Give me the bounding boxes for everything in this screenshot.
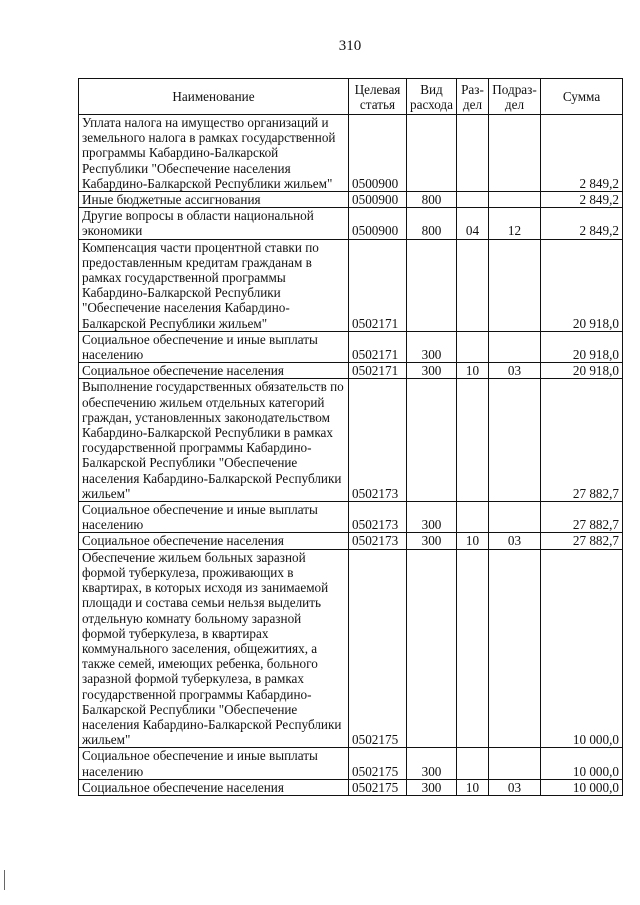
- row-name: Иные бюджетные ассигнования: [79, 192, 349, 208]
- table-row: [79, 239, 623, 331]
- row-sum: 27 882,7: [541, 533, 623, 549]
- table-row: [79, 779, 623, 795]
- row-subsection: [489, 379, 541, 502]
- row-target-article: 0502171: [349, 363, 407, 379]
- table-row: [79, 208, 623, 239]
- row-sum: 10 000,0: [541, 779, 623, 795]
- table-row: [79, 549, 623, 748]
- row-target-article: 0502171: [349, 331, 407, 362]
- row-section: 10: [457, 363, 489, 379]
- header-target-article: Целевая статья: [349, 79, 407, 115]
- row-name: Другие вопросы в области национальной экономики: [79, 208, 349, 239]
- row-name: Социальное обеспечение населения: [79, 779, 349, 795]
- row-target-article: 0500900: [349, 208, 407, 239]
- row-target-article: 0502171: [349, 239, 407, 331]
- row-name: Социальное обеспечение и иные выплаты населению: [79, 331, 349, 362]
- row-sum: 2 849,2: [541, 192, 623, 208]
- header-subsection: Подраз- дел: [489, 79, 541, 115]
- row-section: [457, 748, 489, 779]
- table-header-row: [79, 79, 623, 115]
- row-subsection: 03: [489, 363, 541, 379]
- row-target-article: 0502173: [349, 533, 407, 549]
- row-target-article: 0502173: [349, 379, 407, 502]
- row-expense-type: [407, 115, 457, 192]
- row-target-article: 0502175: [349, 779, 407, 795]
- row-expense-type: 300: [407, 748, 457, 779]
- row-target-article: 0502175: [349, 549, 407, 748]
- scan-edge-mark: [4, 870, 5, 890]
- row-subsection: 03: [489, 779, 541, 795]
- table-row: [79, 192, 623, 208]
- row-expense-type: 300: [407, 502, 457, 533]
- row-section: 10: [457, 779, 489, 795]
- row-target-article: 0500900: [349, 192, 407, 208]
- row-target-article: 0502175: [349, 748, 407, 779]
- row-name: Социальное обеспечение населения: [79, 533, 349, 549]
- row-section: [457, 239, 489, 331]
- table-row: [79, 363, 623, 379]
- header-name: Наименование: [79, 79, 349, 115]
- row-subsection: [489, 331, 541, 362]
- row-subsection: [489, 192, 541, 208]
- row-sum: 20 918,0: [541, 239, 623, 331]
- page-number: 310: [338, 38, 362, 54]
- row-expense-type: [407, 379, 457, 502]
- row-name: Выполнение государственных обязательств по обеспечению жильем отдельных категорий граждан, установленных законодательством Кабардино-Балкарской Республики в рамках государственной программы Кабардино-Балкарской Республики "Обеспечение населения Кабардино-Балкарской Республики жильем": [79, 379, 349, 502]
- row-expense-type: 300: [407, 331, 457, 362]
- row-name: Обеспечение жильем больных заразной формой туберкулеза, проживающих в квартирах, в которых исходя из занимаемой площади и состава семьи нельзя выделить отдельную комнату больному заразной формой туберкулеза, в квартирах коммунального заселения, общежитиях, а также семей, имеющих ребенка, больного заразной формой туберкулеза, в рамках государственной программы Кабардино-Балкарской Республики "Обеспечение населения Кабардино-Балкарской Республики жильем": [79, 549, 349, 748]
- header-sum: Сумма: [541, 79, 623, 115]
- budget-table: [78, 78, 623, 796]
- row-section: [457, 115, 489, 192]
- row-expense-type: 300: [407, 533, 457, 549]
- row-name: Социальное обеспечение и иные выплаты населению: [79, 748, 349, 779]
- table-row: [79, 502, 623, 533]
- row-subsection: [489, 549, 541, 748]
- header-expense-type: Вид расхода: [407, 79, 457, 115]
- row-section: [457, 331, 489, 362]
- row-section: [457, 502, 489, 533]
- row-name: Компенсация части процентной ставки по предоставленным кредитам гражданам в рамках государственной программы Кабардино-Балкарской Республики "Обеспечение населения Кабардино-Балкарской Республики жильем": [79, 239, 349, 331]
- table-row: [79, 379, 623, 502]
- row-section: 04: [457, 208, 489, 239]
- table-row: [79, 331, 623, 362]
- row-sum: 10 000,0: [541, 549, 623, 748]
- row-subsection: [489, 748, 541, 779]
- row-name: Уплата налога на имущество организаций и земельного налога в рамках государственной программы Кабардино-Балкарской Республики "Обеспечение населения Кабардино-Балкарской Республики жильем": [79, 115, 349, 192]
- row-section: [457, 192, 489, 208]
- row-sum: 10 000,0: [541, 748, 623, 779]
- row-name: Социальное обеспечение и иные выплаты населению: [79, 502, 349, 533]
- row-expense-type: 300: [407, 779, 457, 795]
- row-section: 10: [457, 533, 489, 549]
- row-target-article: 0500900: [349, 115, 407, 192]
- row-subsection: [489, 115, 541, 192]
- row-expense-type: [407, 239, 457, 331]
- row-expense-type: 800: [407, 192, 457, 208]
- table-row: [79, 533, 623, 549]
- row-subsection: [489, 502, 541, 533]
- row-sum: 2 849,2: [541, 115, 623, 192]
- row-subsection: 12: [489, 208, 541, 239]
- row-subsection: 03: [489, 533, 541, 549]
- row-sum: 20 918,0: [541, 331, 623, 362]
- row-expense-type: 300: [407, 363, 457, 379]
- row-expense-type: [407, 549, 457, 748]
- row-sum: 20 918,0: [541, 363, 623, 379]
- row-target-article: 0502173: [349, 502, 407, 533]
- header-section: Раз- дел: [457, 79, 489, 115]
- row-expense-type: 800: [407, 208, 457, 239]
- table-row: [79, 748, 623, 779]
- row-sum: 27 882,7: [541, 379, 623, 502]
- row-section: [457, 379, 489, 502]
- row-subsection: [489, 239, 541, 331]
- row-sum: 2 849,2: [541, 208, 623, 239]
- table-row: [79, 115, 623, 192]
- row-sum: 27 882,7: [541, 502, 623, 533]
- row-section: [457, 549, 489, 748]
- row-name: Социальное обеспечение населения: [79, 363, 349, 379]
